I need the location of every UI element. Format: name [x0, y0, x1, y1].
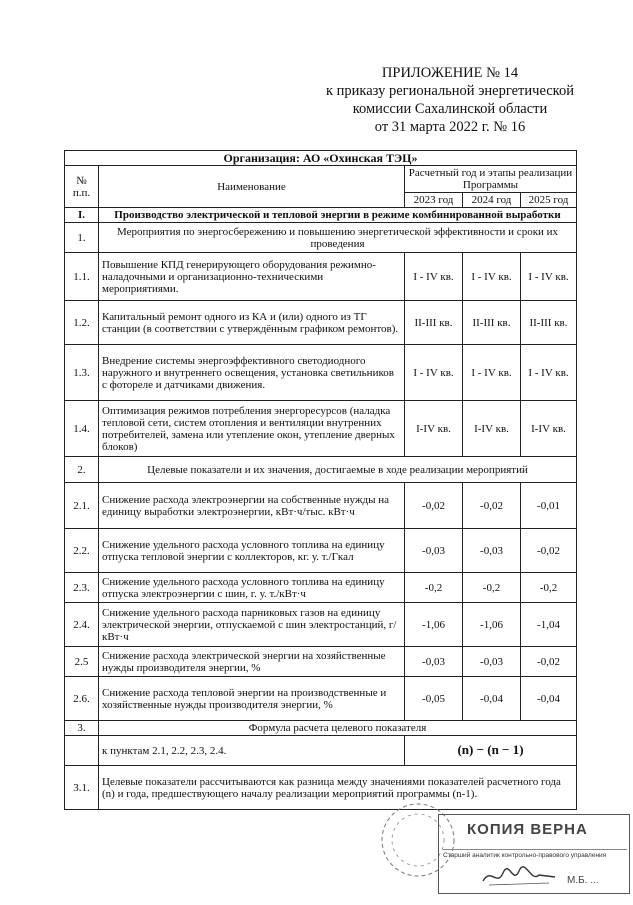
header-row — [65, 166, 577, 193]
value-2024: -0,03 — [463, 529, 521, 573]
value-2025: -0,02 — [521, 529, 577, 573]
row-num: 2.2. — [65, 529, 99, 573]
table-row — [65, 345, 577, 401]
value-2023: I - IV кв. — [405, 345, 463, 401]
value-2023: -0,02 — [405, 483, 463, 529]
value-2025: -0,02 — [521, 647, 577, 677]
group-title: Мероприятия по энергосбережению и повышению энергетической эффективности и сроки их проведения — [99, 223, 577, 253]
value-2024: II-III кв. — [463, 301, 521, 345]
stamp-signer-name: М.Б. ... — [567, 875, 599, 886]
table-row — [65, 301, 577, 345]
row-num: 1.3. — [65, 345, 99, 401]
stamp-subtitle: Старший аналитик контрольно-правового управления — [443, 849, 627, 859]
value-2024: -0,02 — [463, 483, 521, 529]
row-name: Снижение расхода электрической энергии на хозяйственные нужды производителя энергии, % — [99, 647, 405, 677]
formula-num-cell — [65, 736, 99, 766]
value-2025: I-IV кв. — [521, 401, 577, 457]
note-row — [65, 766, 577, 810]
row-name: Снижение удельного расхода условного топлива на единицу отпуска электроэнергии с шин, г. у. т./кВт·ч — [99, 573, 405, 603]
table-row — [65, 529, 577, 573]
row-name: Снижение расхода электроэнергии на собственные нужды на единицу выработки электроэнергии, кВт·ч/тыс. кВт·ч — [99, 483, 405, 529]
section-title: Производство электрической и тепловой энергии в режиме комбинированной выработки — [99, 208, 577, 223]
row-name: Снижение расхода тепловой энергии на производственные и хозяйственные нужды производителя энергии, % — [99, 677, 405, 721]
group-row — [65, 721, 577, 736]
value-2024: -0,2 — [463, 573, 521, 603]
formula-cell — [405, 736, 577, 766]
note-num: 3.1. — [65, 766, 99, 810]
group-title: Целевые показатели и их значения, достигаемые в ходе реализации мероприятий — [99, 457, 577, 483]
year-header: 2024 год — [463, 193, 521, 208]
value-2024: I - IV кв. — [463, 253, 521, 301]
col-num-header: № п.п. — [65, 166, 99, 208]
row-num: 2.4. — [65, 603, 99, 647]
organization-row — [65, 151, 577, 166]
row-name: Снижение удельного расхода парниковых газов на единицу электрической энергии, отпускаемой с шин электростанций, г/кВт·ч — [99, 603, 405, 647]
certified-copy-stamp — [438, 814, 630, 894]
section-row — [65, 208, 577, 223]
col-period-header: Расчетный год и этапы реализации Программы — [405, 166, 577, 193]
row-num: 2.1. — [65, 483, 99, 529]
row-num: 1.4. — [65, 401, 99, 457]
order-line: к приказу региональной энергетической — [325, 83, 574, 99]
value-2025: -1,04 — [521, 603, 577, 647]
signature — [479, 863, 559, 889]
value-2025: -0,01 — [521, 483, 577, 529]
row-num: 2.3. — [65, 573, 99, 603]
year-header: 2023 год — [405, 193, 463, 208]
group-num: 2. — [65, 457, 99, 483]
appendix-title: ПРИЛОЖЕНИЕ № 14 — [381, 65, 519, 81]
value-2023: -0,03 — [405, 529, 463, 573]
year-header: 2025 год — [521, 193, 577, 208]
value-2023: -0,05 — [405, 677, 463, 721]
table-row — [65, 483, 577, 529]
value-2024: -0,04 — [463, 677, 521, 721]
value-2023: II-III кв. — [405, 301, 463, 345]
value-2025: II-III кв. — [521, 301, 577, 345]
document-header — [300, 64, 600, 136]
group-row — [65, 457, 577, 483]
row-name: Внедрение системы энергоэффективного светодиодного наружного и внутреннего освещения, установка светильников с фотореле и датчиками движения. — [99, 345, 405, 401]
table-row — [65, 573, 577, 603]
row-name: Оптимизация режимов потребления энергоресурсов (наладка тепловой сети, систем отопления и вентиляции внутренних потребителей, замена или утепление окон, утепление дверных блоков) — [99, 401, 405, 457]
row-name: Повышение КПД генерирующего оборудования режимно-наладочными и организационно-техническими мероприятиями. — [99, 253, 405, 301]
value-2025: -0,2 — [521, 573, 577, 603]
group-num: 3. — [65, 721, 99, 736]
row-name: Снижение удельного расхода условного топлива на единицу отпуска тепловой энергии с коллекторов, кг. у. т./Гкал — [99, 529, 405, 573]
note-text: Целевые показатели рассчитываются как разница между значениями показателей расчетного года (n) и года, предшествующего началу реализации мероприятий программы (n-1). — [99, 766, 577, 810]
group-row — [65, 223, 577, 253]
value-2024: -0,03 — [463, 647, 521, 677]
table-row — [65, 603, 577, 647]
value-2023: I-IV кв. — [405, 401, 463, 457]
value-2025: -0,04 — [521, 677, 577, 721]
formula: (n) − (n − 1) — [457, 742, 524, 757]
table-row — [65, 677, 577, 721]
value-2023: -0,2 — [405, 573, 463, 603]
group-title: Формула расчета целевого показателя — [99, 721, 577, 736]
organization-title: Организация: АО «Охинская ТЭЦ» — [65, 151, 577, 166]
date-line: от 31 марта 2022 г. № 16 — [374, 119, 526, 135]
value-2023: -0,03 — [405, 647, 463, 677]
stamp-title: КОПИЯ ВЕРНА — [467, 821, 588, 838]
formula-row — [65, 736, 577, 766]
value-2023: I - IV кв. — [405, 253, 463, 301]
row-num: 2.5 — [65, 647, 99, 677]
table-row — [65, 401, 577, 457]
commission-line: комиссии Сахалинской области — [352, 101, 548, 117]
value-2024: -1,06 — [463, 603, 521, 647]
value-2024: I - IV кв. — [463, 345, 521, 401]
formula-label: к пунктам 2.1, 2.2, 2.3, 2.4. — [99, 736, 405, 766]
row-num: 2.6. — [65, 677, 99, 721]
row-num: 1.2. — [65, 301, 99, 345]
value-2023: -1,06 — [405, 603, 463, 647]
table-row — [65, 253, 577, 301]
row-num: 1.1. — [65, 253, 99, 301]
value-2025: I - IV кв. — [521, 345, 577, 401]
value-2024: I-IV кв. — [463, 401, 521, 457]
value-2025: I - IV кв. — [521, 253, 577, 301]
col-name-header: Наименование — [99, 166, 405, 208]
section-num: I. — [65, 208, 99, 223]
row-name: Капитальный ремонт одного из КА и (или) одного из ТГ станции (в соответствии с утверждённым графиком ремонтов). — [99, 301, 405, 345]
table-row — [65, 647, 577, 677]
program-table — [64, 150, 577, 810]
group-num: 1. — [65, 223, 99, 253]
